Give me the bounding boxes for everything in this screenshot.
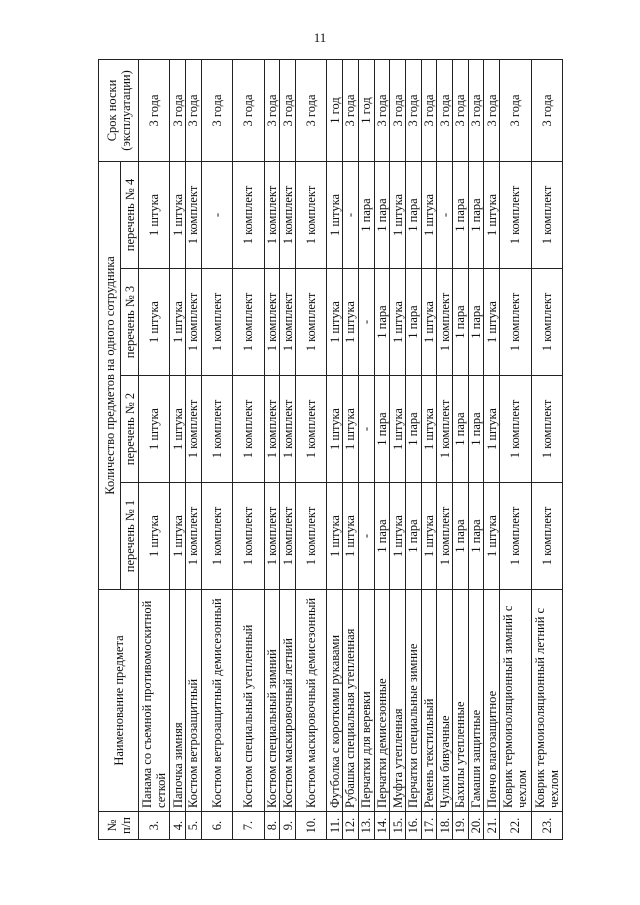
qty-list-4: 1 штука <box>421 161 437 268</box>
qty-list-3: 1 штука <box>170 269 186 376</box>
table-row <box>531 59 562 839</box>
table-row <box>484 59 500 839</box>
row-number: 23. <box>531 812 562 840</box>
qty-list-3: 1 комплект <box>233 269 264 376</box>
row-number: 6. <box>201 812 232 840</box>
header-qty-group: Количество предметов на одного сотрудника <box>99 161 121 589</box>
qty-list-4: - <box>201 161 232 268</box>
row-number: 18. <box>437 812 453 840</box>
table-row <box>500 59 531 839</box>
qty-list-1: 1 комплект <box>296 483 327 590</box>
rotated-table-wrapper <box>98 60 563 840</box>
table-row <box>139 59 170 839</box>
header-list-4: перечень № 4 <box>121 161 139 268</box>
wear-term: 3 года <box>296 59 327 161</box>
qty-list-4: 1 комплект <box>186 161 202 268</box>
table-row <box>186 59 202 839</box>
qty-list-1: 1 комплект <box>437 483 453 590</box>
qty-list-4: 1 пара <box>468 161 484 268</box>
item-name: Перчатки демисезонные <box>374 590 390 812</box>
qty-list-2: 1 комплект <box>437 376 453 483</box>
qty-list-1: 1 комплект <box>264 483 280 590</box>
item-name: Костюм специальный утепленный <box>233 590 264 812</box>
item-name: Костюм ветрозащитный <box>186 590 202 812</box>
table-row <box>405 59 421 839</box>
row-number: 15. <box>390 812 406 840</box>
row-number: 12. <box>343 812 359 840</box>
qty-list-1: 1 комплект <box>531 483 562 590</box>
qty-list-3: 1 пара <box>405 269 421 376</box>
qty-list-3: 1 штука <box>390 269 406 376</box>
table-row <box>170 59 186 839</box>
item-name: Ремень текстильный <box>421 590 437 812</box>
qty-list-4: 1 пара <box>405 161 421 268</box>
item-name: Коврик термоизоляционный летний с чехлом <box>531 590 562 812</box>
row-number: 5. <box>186 812 202 840</box>
qty-list-4: 1 пара <box>358 161 374 268</box>
item-name: Муфта утепленная <box>390 590 406 812</box>
row-number: 10. <box>296 812 327 840</box>
table-row <box>201 59 232 839</box>
header-list-2: перечень № 2 <box>121 376 139 483</box>
qty-list-2: 1 штука <box>421 376 437 483</box>
table-row <box>343 59 359 839</box>
qty-list-4: 1 штука <box>170 161 186 268</box>
qty-list-2: 1 пара <box>374 376 390 483</box>
table-row <box>453 59 469 839</box>
row-number: 22. <box>500 812 531 840</box>
item-name: Папочка зимняя <box>170 590 186 812</box>
qty-list-1: 1 комплект <box>201 483 232 590</box>
qty-list-2: 1 комплект <box>296 376 327 483</box>
qty-list-1: 1 штука <box>484 483 500 590</box>
table-row <box>358 59 374 839</box>
qty-list-1: 1 пара <box>468 483 484 590</box>
qty-list-1: 1 пара <box>374 483 390 590</box>
qty-list-4: 1 комплект <box>280 161 296 268</box>
qty-list-1: 1 комплект <box>280 483 296 590</box>
qty-list-2: 1 штука <box>484 376 500 483</box>
qty-list-1: 1 штука <box>343 483 359 590</box>
qty-list-2: - <box>358 376 374 483</box>
wear-term: 3 года <box>468 59 484 161</box>
table-row <box>390 59 406 839</box>
wear-term: 3 года <box>201 59 232 161</box>
wear-term: 1 год <box>327 59 343 161</box>
table-row <box>327 59 343 839</box>
qty-list-3: 1 комплект <box>186 269 202 376</box>
wear-term: 3 года <box>343 59 359 161</box>
qty-list-4: 1 штука <box>139 161 170 268</box>
qty-list-4: 1 комплект <box>500 161 531 268</box>
qty-list-2: 1 штука <box>327 376 343 483</box>
wear-term: 3 года <box>453 59 469 161</box>
row-number: 3. <box>139 812 170 840</box>
row-number: 11. <box>327 812 343 840</box>
item-name: Костюм ветрозащитный демисезонный <box>201 590 232 812</box>
wear-term: 3 года <box>421 59 437 161</box>
table-row <box>374 59 390 839</box>
item-name: Костюм специальный зимний <box>264 590 280 812</box>
qty-list-1: 1 комплект <box>186 483 202 590</box>
qty-list-3: - <box>358 269 374 376</box>
qty-list-1: - <box>358 483 374 590</box>
qty-list-4: 1 комплект <box>531 161 562 268</box>
row-number: 14. <box>374 812 390 840</box>
items-table <box>98 59 563 840</box>
page-number: 11 <box>313 30 327 45</box>
qty-list-4: 1 комплект <box>233 161 264 268</box>
header-num: № п/п <box>99 812 139 840</box>
item-name: Коврик термоизоляционный зимний с чехлом <box>500 590 531 812</box>
item-name: Пончо влагозащитное <box>484 590 500 812</box>
row-number: 7. <box>233 812 264 840</box>
wear-term: 3 года <box>264 59 280 161</box>
qty-list-2: 1 комплект <box>500 376 531 483</box>
table-row <box>280 59 296 839</box>
table-row <box>421 59 437 839</box>
row-number: 13. <box>358 812 374 840</box>
qty-list-3: 1 штука <box>484 269 500 376</box>
table-body <box>139 59 563 839</box>
wear-term: 3 года <box>531 59 562 161</box>
qty-list-1: 1 штука <box>390 483 406 590</box>
qty-list-4: 1 штука <box>327 161 343 268</box>
qty-list-4: - <box>343 161 359 268</box>
qty-list-2: 1 пара <box>468 376 484 483</box>
header-list-3: перечень № 3 <box>121 269 139 376</box>
qty-list-2: 1 комплект <box>233 376 264 483</box>
header-list-1: перечень № 1 <box>121 483 139 590</box>
qty-list-4: 1 комплект <box>296 161 327 268</box>
header-name: Наименование предмета <box>99 590 139 812</box>
qty-list-2: 1 комплект <box>280 376 296 483</box>
qty-list-2: 1 комплект <box>531 376 562 483</box>
wear-term: 3 года <box>280 59 296 161</box>
item-name: Гамаши защитные <box>468 590 484 812</box>
item-name: Перчатки специальные зимние <box>405 590 421 812</box>
row-number: 21. <box>484 812 500 840</box>
row-number: 17. <box>421 812 437 840</box>
qty-list-3: 1 комплект <box>280 269 296 376</box>
qty-list-3: 1 комплект <box>201 269 232 376</box>
row-number: 20. <box>468 812 484 840</box>
item-name: Перчатки для веревки <box>358 590 374 812</box>
item-name: Костюм маскировочный летний <box>280 590 296 812</box>
item-name: Костюм маскировочный демисезонный <box>296 590 327 812</box>
qty-list-1: 1 штука <box>421 483 437 590</box>
wear-term: 1 год <box>358 59 374 161</box>
qty-list-3: 1 комплект <box>437 269 453 376</box>
qty-list-4: 1 пара <box>374 161 390 268</box>
wear-term: 3 года <box>437 59 453 161</box>
qty-list-2: 1 комплект <box>264 376 280 483</box>
qty-list-2: 1 штука <box>343 376 359 483</box>
qty-list-3: 1 комплект <box>500 269 531 376</box>
row-number: 8. <box>264 812 280 840</box>
row-number: 9. <box>280 812 296 840</box>
qty-list-3: 1 штука <box>421 269 437 376</box>
qty-list-3: 1 комплект <box>296 269 327 376</box>
item-name: Чулки бивуачные <box>437 590 453 812</box>
qty-list-1: 1 штука <box>327 483 343 590</box>
qty-list-4: 1 штука <box>390 161 406 268</box>
item-name: Бахилы утепленные <box>453 590 469 812</box>
qty-list-1: 1 комплект <box>233 483 264 590</box>
wear-term: 3 года <box>374 59 390 161</box>
qty-list-2: 1 штука <box>170 376 186 483</box>
wear-term: 3 года <box>484 59 500 161</box>
row-number: 19. <box>453 812 469 840</box>
qty-list-3: 1 штука <box>343 269 359 376</box>
wear-term: 3 года <box>405 59 421 161</box>
qty-list-1: 1 штука <box>139 483 170 590</box>
qty-list-3: 1 штука <box>139 269 170 376</box>
wear-term: 3 года <box>139 59 170 161</box>
qty-list-3: 1 комплект <box>531 269 562 376</box>
qty-list-1: 1 комплект <box>500 483 531 590</box>
qty-list-3: 1 штука <box>327 269 343 376</box>
row-number: 4. <box>170 812 186 840</box>
table-row <box>296 59 327 839</box>
wear-term: 3 года <box>233 59 264 161</box>
wear-term: 3 года <box>390 59 406 161</box>
qty-list-2: 1 штука <box>390 376 406 483</box>
qty-list-1: 1 пара <box>405 483 421 590</box>
table-row <box>264 59 280 839</box>
qty-list-1: 1 штука <box>170 483 186 590</box>
qty-list-1: 1 пара <box>453 483 469 590</box>
wear-term: 3 года <box>170 59 186 161</box>
table-row <box>233 59 264 839</box>
qty-list-4: - <box>437 161 453 268</box>
qty-list-4: 1 пара <box>453 161 469 268</box>
qty-list-3: 1 пара <box>453 269 469 376</box>
wear-term: 3 года <box>186 59 202 161</box>
wear-term: 3 года <box>500 59 531 161</box>
qty-list-3: 1 комплект <box>264 269 280 376</box>
qty-list-3: 1 пара <box>468 269 484 376</box>
table-row <box>468 59 484 839</box>
qty-list-4: 1 штука <box>484 161 500 268</box>
header-term: Срок носки (эксплуатации) <box>99 59 139 161</box>
qty-list-2: 1 пара <box>405 376 421 483</box>
qty-list-2: 1 комплект <box>201 376 232 483</box>
qty-list-4: 1 комплект <box>264 161 280 268</box>
qty-list-2: 1 штука <box>139 376 170 483</box>
qty-list-3: 1 пара <box>374 269 390 376</box>
row-number: 16. <box>405 812 421 840</box>
table-row <box>437 59 453 839</box>
qty-list-2: 1 пара <box>453 376 469 483</box>
qty-list-2: 1 комплект <box>186 376 202 483</box>
item-name: Футболка с короткими рукавами <box>327 590 343 812</box>
item-name: Панама со съемной противомоскитной сеткой <box>139 590 170 812</box>
item-name: Рубашка специальная утепленная <box>343 590 359 812</box>
